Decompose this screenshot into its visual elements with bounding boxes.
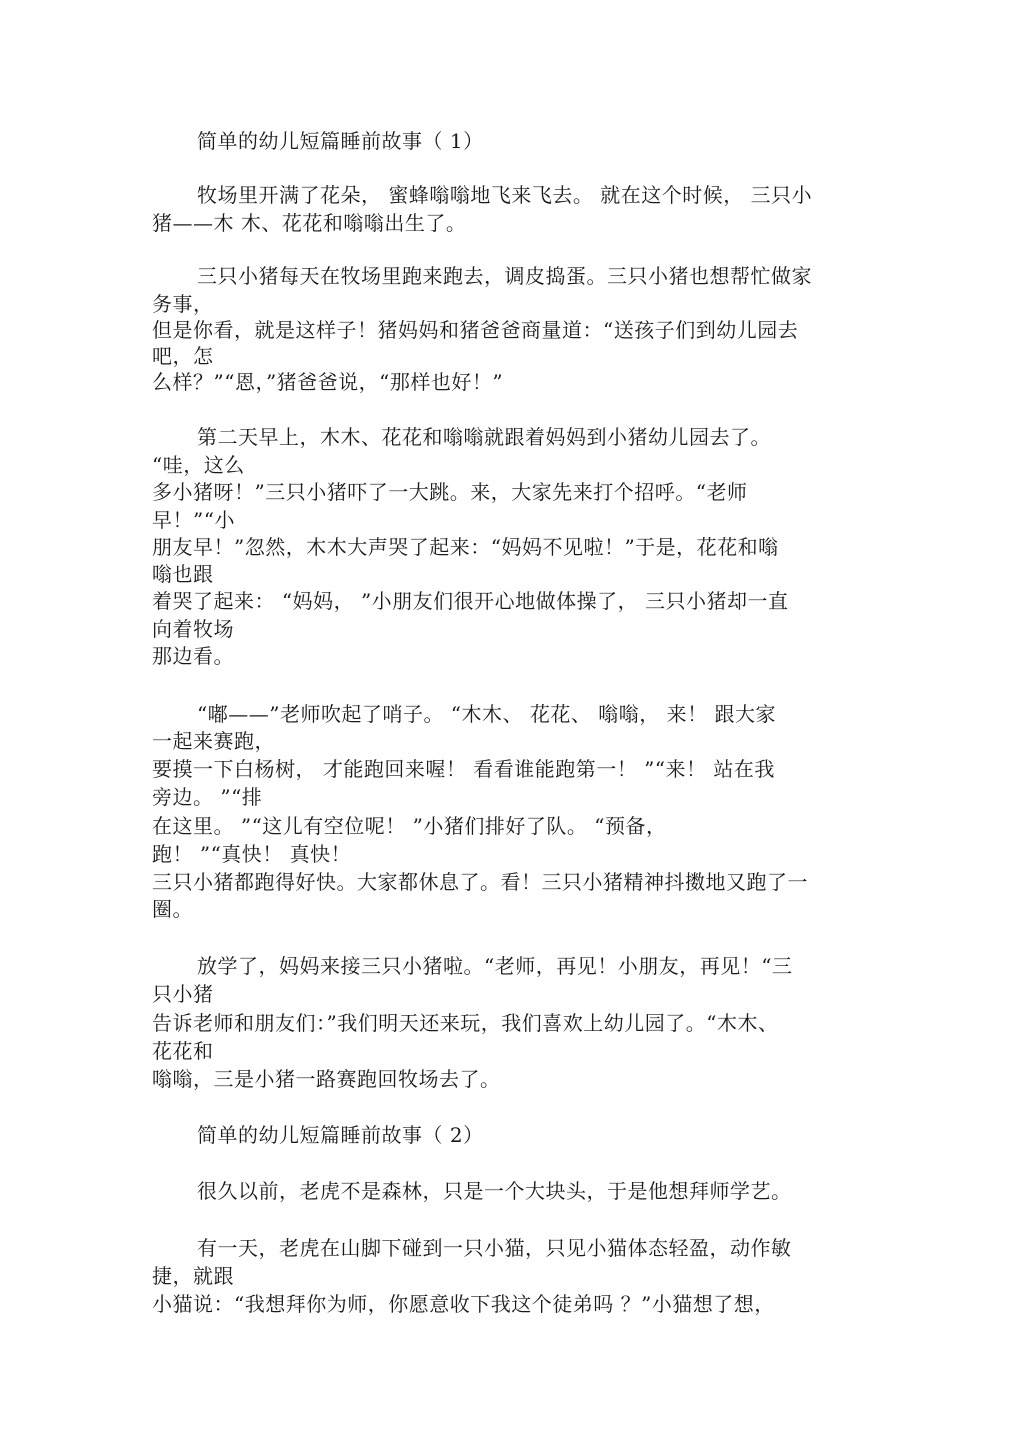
story1-p3-line7: 着哭了起来： “妈妈， ”小朋友们很开心地做体操了， 三只小猪却一直 bbox=[152, 589, 789, 613]
story1-p4-line7: 三只小猪都跑得好快。大家都休息了。看！三只小猪精神抖擞地又跑了一 bbox=[152, 870, 808, 894]
story1-p3-line4: 早！”“小 bbox=[152, 508, 235, 532]
story1-p4-line2: 一起来赛跑， bbox=[152, 729, 275, 753]
story1-p3-line1: 第二天早上，木木、花花和嗡嗡就跟着妈妈到小猪幼儿园去了。 bbox=[197, 425, 771, 449]
story1-p3-line3: 多小猪呀！”三只小猪吓了一大跳。来，大家先来打个招呼。“老师 bbox=[152, 480, 748, 504]
story2-p2-line1: 有一天，老虎在山脚下碰到一只小猫，只见小猫体态轻盈，动作敏 bbox=[197, 1236, 792, 1260]
story2-p2-line3: 小猫说：“我想拜你为师，你愿意收下我这个徒弟吗 ？”小猫想了想， bbox=[152, 1292, 775, 1316]
story1-p3-line6: 嗡也跟 bbox=[152, 562, 214, 586]
story1-p2-line4: 吧，怎 bbox=[152, 344, 214, 368]
story1-p2-line1: 三只小猪每天在牧场里跑来跑去，调皮捣蛋。三只小猪也想帮忙做家 bbox=[197, 264, 812, 288]
story1-p5-line1: 放学了，妈妈来接三只小猪啦。“老师，再见！小朋友，再见！“三 bbox=[197, 954, 793, 978]
story1-title: 简单的幼儿短篇睡前故事（ 1） bbox=[197, 129, 484, 153]
story1-p4-line8: 圈。 bbox=[152, 897, 193, 921]
story1-p2-line2: 务事， bbox=[152, 292, 214, 316]
story1-p4-line5: 在这里。 ”“这儿有空位呢！ ”小猪们排好了队。 “预备， bbox=[152, 814, 667, 838]
story1-p3-line9: 那边看。 bbox=[152, 644, 234, 668]
story1-p1-line1: 牧场里开满了花朵， 蜜蜂嗡嗡地飞来飞去。 就在这个时候， 三只小 bbox=[197, 183, 813, 207]
story2-p2-line2: 捷，就跟 bbox=[152, 1264, 234, 1288]
story1-p2-line3: 但是你看，就是这样子！猪妈妈和猪爸爸商量道：“送孩子们到幼儿园去 bbox=[152, 318, 799, 342]
story1-p5-line2: 只小猪 bbox=[152, 982, 214, 1006]
story1-p5-line3: 告诉老师和朋友们：”我们明天还来玩，我们喜欢上幼儿园了。“木木、 bbox=[152, 1011, 779, 1035]
story1-p4-line3: 要摸一下白杨树， 才能跑回来喔！ 看看谁能跑第一！ ”“来！ 站在我 bbox=[152, 757, 775, 781]
story1-p4-line4: 旁边。 ”“排 bbox=[152, 785, 263, 809]
story1-p3-line2: “哇，这么 bbox=[152, 453, 245, 477]
story1-p5-line5: 嗡嗡，三是小猪一路赛跑回牧场去了。 bbox=[152, 1067, 501, 1091]
story2-title: 简单的幼儿短篇睡前故事（ 2） bbox=[197, 1123, 484, 1147]
story1-p5-line4: 花花和 bbox=[152, 1039, 214, 1063]
story1-p4-line1: “嘟——”老师吹起了哨子。 “木木、 花花、 嗡嗡， 来！ 跟大家 bbox=[197, 702, 776, 726]
story1-p1-line2: 猪——木 木、花花和嗡嗡出生了。 bbox=[152, 211, 467, 235]
story1-p2-line5: 么样？”“恩，”猪爸爸说，“那样也好！” bbox=[152, 370, 504, 394]
story1-p3-line5: 朋友早！”忽然，木木大声哭了起来：“妈妈不见啦！”于是，花花和嗡 bbox=[152, 535, 779, 559]
story1-p3-line8: 向着牧场 bbox=[152, 617, 234, 641]
story2-p1-line1: 很久以前，老虎不是森林，只是一个大块头，于是他想拜师学艺。 bbox=[197, 1179, 792, 1203]
story1-p4-line6: 跑！ ”“真快！ 真快！ bbox=[152, 842, 352, 866]
